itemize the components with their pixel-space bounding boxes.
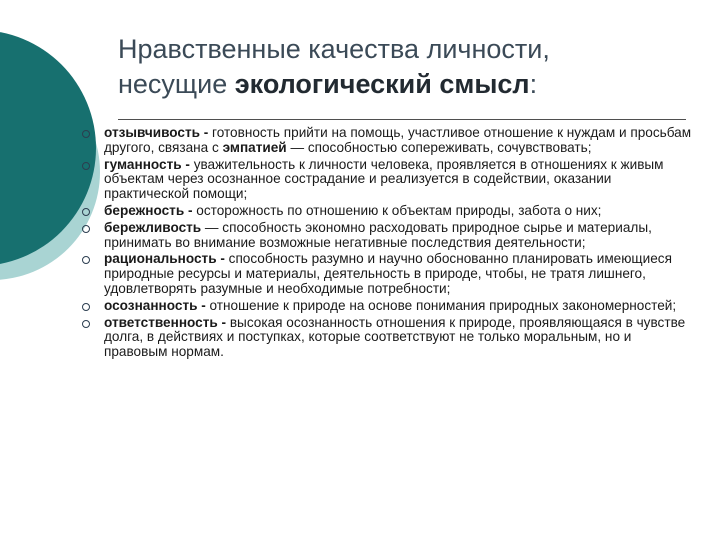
- title-line-2: [118, 67, 698, 102]
- item-term: ответственность -: [104, 314, 230, 330]
- item-text: отношение к природе на основе понимания природных закономерностей;: [209, 297, 677, 313]
- light-teal-circle: [0, 64, 100, 280]
- title-line-2-prefix: несущие: [118, 69, 235, 99]
- list-item: [86, 299, 696, 314]
- circle-bullet-icon: [82, 130, 90, 138]
- circle-bullet-icon: [82, 208, 90, 216]
- circle-bullet-icon: [82, 256, 90, 264]
- item-term: осознанность -: [104, 297, 210, 313]
- item-term: бережливость: [104, 219, 202, 235]
- item-text: готовность прийти на помощь, участливое отношение к нуждам и просьбам другого, связана с: [104, 125, 692, 155]
- item-text: — способность экономно расходовать природное сырье и материалы, принимать во внимание возможные негативные последствия деятельности;: [104, 219, 652, 250]
- circle-bullet-icon: [82, 303, 90, 311]
- title-line-2-suffix: :: [529, 69, 538, 99]
- list-item: [86, 316, 696, 360]
- item-text-continued: — способностью сопереживать, сочувствовать;: [286, 139, 592, 155]
- list-item: [86, 158, 696, 202]
- qualities-list: [86, 126, 696, 362]
- list-item: [86, 252, 696, 296]
- item-term: рациональность -: [104, 251, 229, 267]
- circle-bullet-icon: [82, 320, 90, 328]
- item-text: способность разумно и научно обоснованно планировать имеющиеся природные ресурсы и материалы, деятельность в природе, чтобы, не тратя лишнего, удовлетворять разумные и необходимые потребности;: [104, 251, 672, 296]
- title-bold-phrase: экологический смысл: [234, 69, 530, 99]
- circle-bullet-icon: [82, 162, 90, 170]
- item-term: гуманность -: [104, 156, 194, 172]
- circle-bullet-icon: [82, 225, 90, 233]
- item-emphasis: эмпатией: [222, 139, 287, 155]
- list-item: [86, 204, 696, 219]
- list-item: [86, 126, 696, 156]
- item-text: осторожность по отношению к объектам природы, забота о них;: [196, 202, 602, 218]
- slide-title: [118, 32, 698, 102]
- item-term: отзывчивость -: [104, 125, 213, 140]
- item-term: бережность -: [104, 202, 197, 218]
- item-text: высокая осознанность отношения к природе, проявляющаяся в чувстве долга, в действиях и поступках, которые соответствуют не только моральным, но и правовым нормам.: [104, 314, 686, 360]
- title-line-1: Нравственные качества личности,: [118, 34, 550, 64]
- title-divider: [118, 119, 686, 120]
- item-text: уважительность к личности человека, проявляется в отношениях к живым объектам через осознанное сострадание и реализуется в содействии, оказании практической помощи;: [104, 156, 664, 202]
- list-item: [86, 221, 696, 251]
